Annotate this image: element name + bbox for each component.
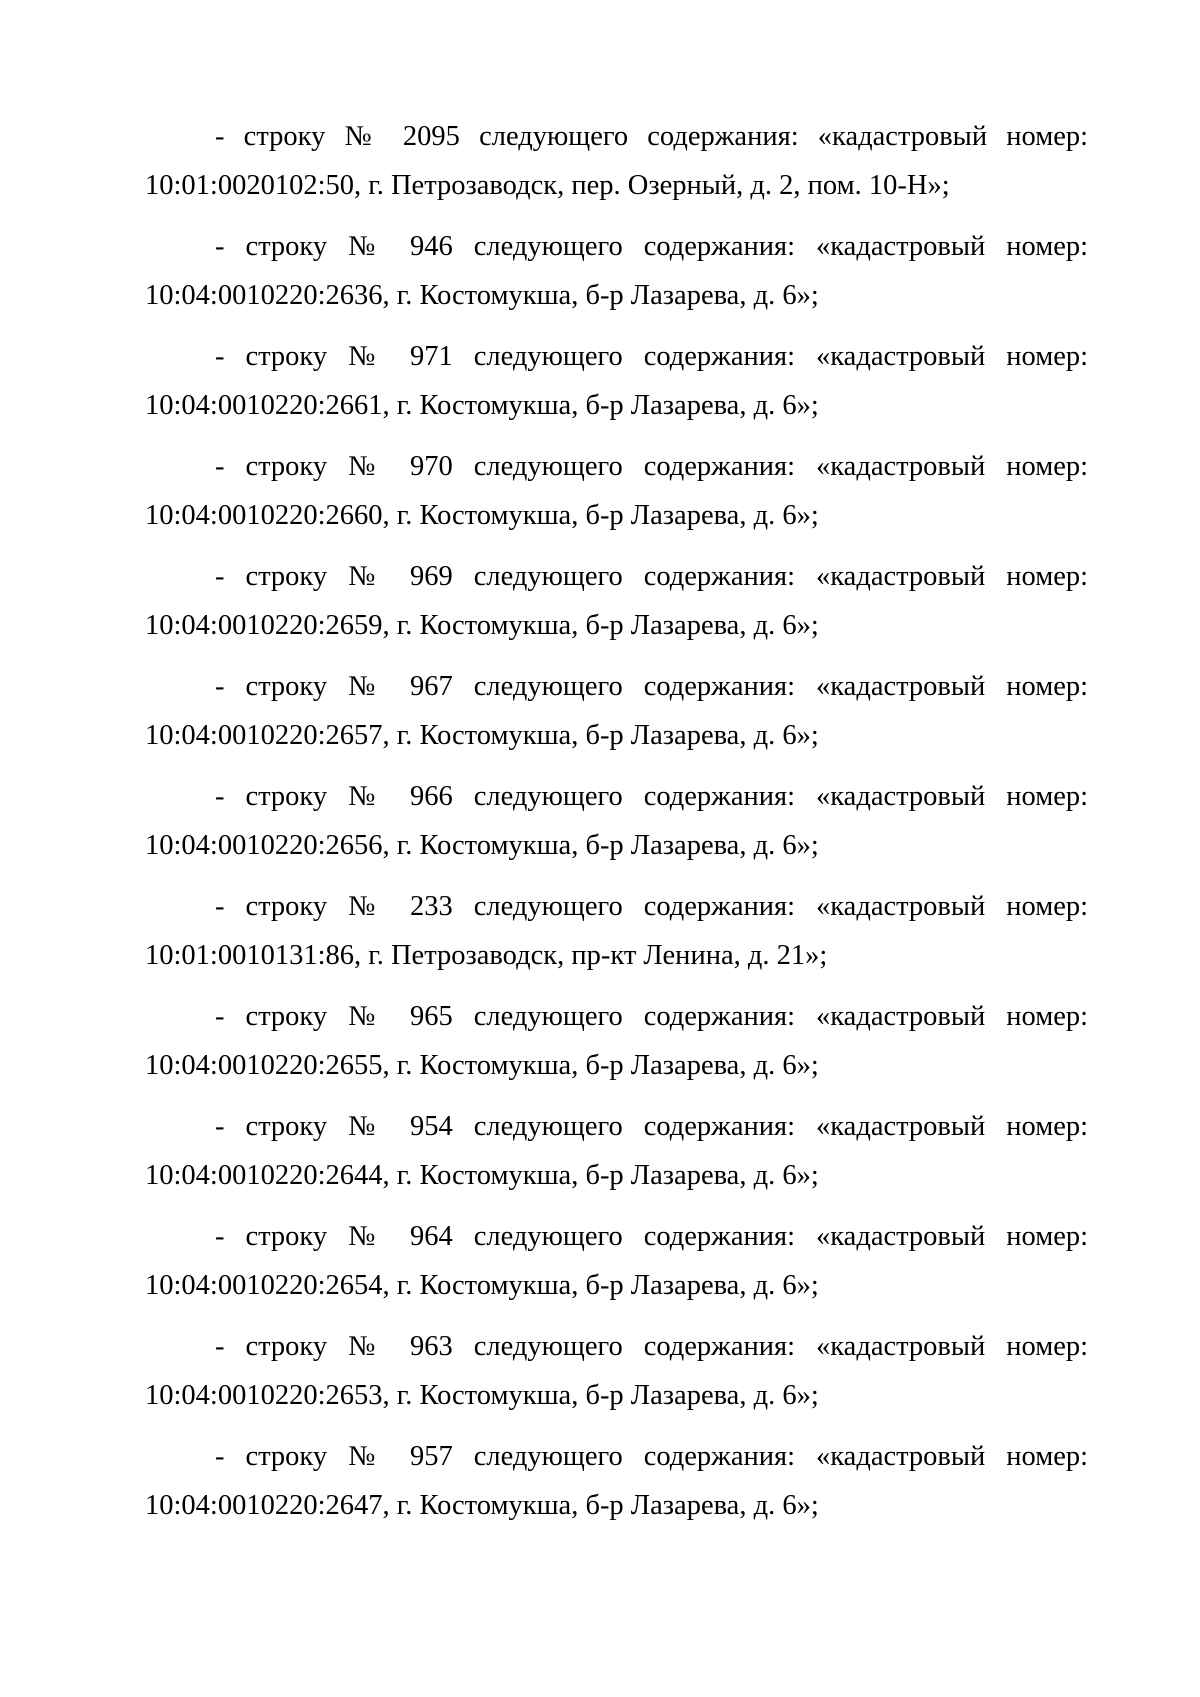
entry-number-sign: № <box>348 451 390 482</box>
entry-word: строку <box>245 1441 328 1472</box>
entry-phrase-1: следующего <box>473 781 623 812</box>
entry-phrase-1: следующего <box>473 561 623 592</box>
entry-dash: - <box>215 891 225 922</box>
entry-first-line <box>145 992 1088 1041</box>
entry-number-sign: № <box>344 121 384 152</box>
entry-dash: - <box>215 1111 225 1142</box>
entry-word: строку <box>245 1331 328 1362</box>
entry-label-2: номер: <box>1006 451 1088 482</box>
amendment-entry <box>145 112 1088 222</box>
entry-number: 969 <box>410 561 453 592</box>
entry-first-line <box>145 1102 1088 1151</box>
entry-phrase-1: следующего <box>473 891 623 922</box>
entry-label-1: «кадастровый <box>816 1331 986 1362</box>
entry-continuation: 10:04:0010220:2659, г. Костомукша, б-р Лазарева, д. 6»; <box>145 610 819 641</box>
entry-phrase-1: следующего <box>473 1441 623 1472</box>
amendment-entry <box>145 992 1088 1102</box>
entry-first-line <box>145 1432 1088 1481</box>
entry-first-line <box>145 882 1088 931</box>
entry-label-2: номер: <box>1006 891 1088 922</box>
entry-dash: - <box>215 451 225 482</box>
entry-label-1: «кадастровый <box>816 1111 986 1142</box>
entry-label-2: номер: <box>1006 1441 1088 1472</box>
entry-dash: - <box>215 231 225 262</box>
entry-label-1: «кадастровый <box>816 781 986 812</box>
entry-label-2: номер: <box>1006 1331 1088 1362</box>
entry-label-2: номер: <box>1006 781 1088 812</box>
entry-label-1: «кадастровый <box>816 451 986 482</box>
entry-continuation: 10:04:0010220:2636, г. Костомукша, б-р Лазарева, д. 6»; <box>145 280 819 311</box>
entry-phrase-1: следующего <box>473 451 623 482</box>
entry-phrase-2: содержания: <box>643 451 796 482</box>
entry-phrase-2: содержания: <box>643 1441 796 1472</box>
entry-word: строку <box>245 561 328 592</box>
entry-word: строку <box>245 1221 328 1252</box>
entry-continuation: 10:04:0010220:2661, г. Костомукша, б-р Лазарева, д. 6»; <box>145 390 819 421</box>
entry-number-sign: № <box>348 561 390 592</box>
amendment-entry <box>145 332 1088 442</box>
entry-label-2: номер: <box>1006 231 1088 262</box>
entry-number: 963 <box>410 1331 453 1362</box>
amendment-entry <box>145 882 1088 992</box>
entry-dash: - <box>215 781 225 812</box>
entry-word: строку <box>245 231 328 262</box>
entry-continuation: 10:04:0010220:2654, г. Костомукша, б-р Лазарева, д. 6»; <box>145 1270 819 1301</box>
entry-label-1: «кадастровый <box>816 891 986 922</box>
entry-word: строку <box>245 1111 328 1142</box>
entry-continuation: 10:04:0010220:2657, г. Костомукша, б-р Лазарева, д. 6»; <box>145 720 819 751</box>
entry-label-1: «кадастровый <box>816 561 986 592</box>
entry-label-1: «кадастровый <box>816 671 986 702</box>
entry-label-2: номер: <box>1006 341 1088 372</box>
entry-word: строку <box>243 121 326 152</box>
entry-dash: - <box>215 1001 225 1032</box>
entry-number: 970 <box>410 451 453 482</box>
entry-phrase-2: содержания: <box>643 1001 796 1032</box>
entry-phrase-2: содержания: <box>643 671 796 702</box>
entry-continuation: 10:04:0010220:2647, г. Костомукша, б-р Лазарева, д. 6»; <box>145 1490 819 1521</box>
entry-number: 2095 <box>402 121 460 152</box>
entry-word: строку <box>245 781 328 812</box>
entry-phrase-2: содержания: <box>643 781 796 812</box>
entry-first-line <box>145 552 1088 601</box>
entry-phrase-2: содержания: <box>643 1221 796 1252</box>
entry-phrase-2: содержания: <box>643 561 796 592</box>
entry-number: 967 <box>410 671 453 702</box>
entry-phrase-1: следующего <box>473 1331 623 1362</box>
entry-phrase-2: содержания: <box>643 231 796 262</box>
entry-number: 954 <box>410 1111 453 1142</box>
amendment-entry <box>145 442 1088 552</box>
entry-label-1: «кадастровый <box>816 1221 986 1252</box>
entry-phrase-1: следующего <box>473 671 623 702</box>
entry-phrase-1: следующего <box>473 1111 623 1142</box>
entry-phrase-1: следующего <box>473 1221 623 1252</box>
entry-word: строку <box>245 341 328 372</box>
entry-number-sign: № <box>348 1001 390 1032</box>
amendment-entry <box>145 552 1088 662</box>
entry-number-sign: № <box>348 231 390 262</box>
entry-number-sign: № <box>348 341 390 372</box>
entry-number: 971 <box>410 341 453 372</box>
amendment-list <box>145 112 1088 1542</box>
entry-first-line <box>145 222 1088 271</box>
entry-first-line <box>145 112 1088 161</box>
entry-continuation: 10:01:0010131:86, г. Петрозаводск, пр-кт Ленина, д. 21»; <box>145 940 828 971</box>
entry-number-sign: № <box>348 891 390 922</box>
entry-dash: - <box>215 561 225 592</box>
entry-phrase-1: следующего <box>479 121 629 152</box>
entry-phrase-1: следующего <box>473 231 623 262</box>
entry-continuation: 10:04:0010220:2655, г. Костомукша, б-р Лазарева, д. 6»; <box>145 1050 819 1081</box>
amendment-entry <box>145 1432 1088 1542</box>
entry-number-sign: № <box>348 1441 390 1472</box>
entry-phrase-2: содержания: <box>643 891 796 922</box>
entry-label-2: номер: <box>1006 1001 1088 1032</box>
entry-first-line <box>145 1212 1088 1261</box>
entry-label-1: «кадастровый <box>816 1441 986 1472</box>
entry-first-line <box>145 772 1088 821</box>
entry-label-1: «кадастровый <box>817 121 988 152</box>
entry-label-1: «кадастровый <box>816 1001 986 1032</box>
entry-number-sign: № <box>348 781 390 812</box>
entry-phrase-2: содержания: <box>647 121 799 152</box>
entry-word: строку <box>245 451 328 482</box>
amendment-entry <box>145 1322 1088 1432</box>
entry-dash: - <box>215 671 225 702</box>
entry-number-sign: № <box>348 671 390 702</box>
entry-label-2: номер: <box>1006 1221 1088 1252</box>
entry-number: 946 <box>410 231 453 262</box>
entry-label-2: номер: <box>1006 1111 1088 1142</box>
entry-continuation: 10:04:0010220:2660, г. Костомукша, б-р Лазарева, д. 6»; <box>145 500 819 531</box>
entry-number-sign: № <box>348 1331 390 1362</box>
entry-first-line <box>145 442 1088 491</box>
amendment-entry <box>145 1102 1088 1212</box>
entry-phrase-2: содержания: <box>643 1331 796 1362</box>
entry-dash: - <box>215 1441 225 1472</box>
entry-continuation: 10:04:0010220:2644, г. Костомукша, б-р Лазарева, д. 6»; <box>145 1160 819 1191</box>
entry-word: строку <box>245 1001 328 1032</box>
entry-number: 233 <box>410 891 453 922</box>
entry-number-sign: № <box>348 1221 390 1252</box>
entry-label-2: номер: <box>1006 121 1088 152</box>
entry-label-2: номер: <box>1006 561 1088 592</box>
entry-dash: - <box>215 1221 225 1252</box>
entry-dash: - <box>215 1331 225 1362</box>
entry-word: строку <box>245 671 328 702</box>
entry-label-1: «кадастровый <box>816 231 986 262</box>
entry-first-line <box>145 662 1088 711</box>
entry-number-sign: № <box>348 1111 390 1142</box>
entry-number: 966 <box>410 781 453 812</box>
entry-phrase-1: следующего <box>473 1001 623 1032</box>
amendment-entry <box>145 772 1088 882</box>
entry-word: строку <box>245 891 328 922</box>
entry-label-2: номер: <box>1006 671 1088 702</box>
entry-continuation: 10:04:0010220:2656, г. Костомукша, б-р Лазарева, д. 6»; <box>145 830 819 861</box>
entry-number: 964 <box>410 1221 453 1252</box>
amendment-entry <box>145 222 1088 332</box>
entry-phrase-2: содержания: <box>643 1111 796 1142</box>
entry-dash: - <box>215 121 225 152</box>
entry-continuation: 10:01:0020102:50, г. Петрозаводск, пер. Озерный, д. 2, пом. 10-Н»; <box>145 170 950 201</box>
entry-number: 965 <box>410 1001 453 1032</box>
entry-label-1: «кадастровый <box>816 341 986 372</box>
amendment-entry <box>145 1212 1088 1322</box>
entry-dash: - <box>215 341 225 372</box>
entry-first-line <box>145 332 1088 381</box>
entry-number: 957 <box>410 1441 453 1472</box>
entry-continuation: 10:04:0010220:2653, г. Костомукша, б-р Лазарева, д. 6»; <box>145 1380 819 1411</box>
entry-phrase-1: следующего <box>473 341 623 372</box>
amendment-entry <box>145 662 1088 772</box>
entry-first-line <box>145 1322 1088 1371</box>
entry-phrase-2: содержания: <box>643 341 796 372</box>
